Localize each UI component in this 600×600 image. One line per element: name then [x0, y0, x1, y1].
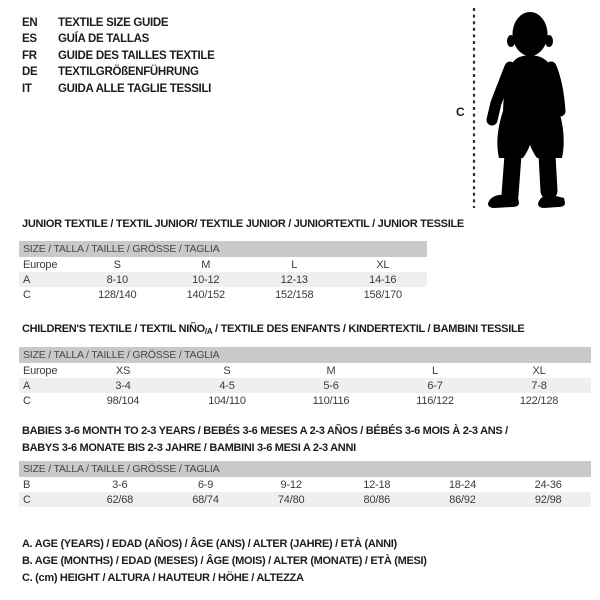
language-code: DE	[22, 66, 38, 79]
value-cell: 4-5	[219, 379, 235, 392]
row-label-cell: Europe	[23, 258, 58, 271]
table-row	[19, 272, 427, 287]
children-table	[19, 363, 591, 408]
height-marker-label: C	[456, 105, 465, 119]
table-row	[19, 257, 427, 272]
size-header-bar: SIZE / TALLA / TAILLE / GRÖSSE / TAGLIA	[19, 461, 591, 477]
junior-size-table	[19, 241, 427, 302]
value-cell: 140/152	[186, 288, 225, 301]
children-title-suffix: / TEXTILE DES ENFANTS / KINDERTEXTIL / BAMBINI TESSILE	[212, 323, 525, 335]
table-row	[19, 477, 591, 492]
babies-table-title	[22, 423, 508, 457]
value-cell: 74/80	[277, 493, 305, 506]
value-cell: 86/92	[449, 493, 476, 506]
language-title: TEXTILE SIZE GUIDE	[58, 17, 169, 29]
value-cell: 104/110	[208, 394, 246, 407]
value-cell: XS	[115, 364, 131, 377]
language-code: ES	[22, 33, 37, 46]
language-list	[22, 15, 215, 97]
babies-title-line2: BABYS 3-6 MONATE BIS 2-3 JAHRE / BAMBINI 3-6 MESI A 2-3 ANNI	[22, 442, 356, 454]
value-cell: 7-8	[531, 379, 547, 392]
value-cell: M	[201, 258, 211, 271]
value-cell: 10-12	[192, 273, 220, 286]
value-cell: 92/98	[534, 493, 562, 506]
value-cell: 68/74	[192, 493, 219, 506]
value-cell: 62/68	[106, 493, 134, 506]
legend-footnotes	[22, 536, 427, 588]
language-title: GUIDA ALLE TAGLIE TESSILI	[58, 82, 212, 95]
table-row	[19, 492, 591, 507]
value-cell: 80/86	[363, 493, 391, 506]
children-title-subscript: /A	[204, 327, 213, 336]
language-row	[22, 48, 215, 64]
size-header-bar: SIZE / TALLA / TAILLE / GRÖSSE / TAGLIA	[19, 241, 427, 257]
value-cell: S	[223, 364, 231, 377]
value-cell: 98/104	[106, 394, 140, 407]
value-cell: 128/140	[98, 288, 137, 301]
value-cell: 12-18	[363, 478, 391, 491]
value-cell: XL	[532, 364, 546, 377]
children-title-prefix: CHILDREN'S TEXTILE / TEXTIL NIÑO	[22, 323, 205, 335]
language-row	[22, 31, 215, 47]
footnote-age-months: B. AGE (MONTHS) / EDAD (MESES) / ÂGE (MOIS) / ALTER (MONATE) / ETÀ (MESI)	[22, 555, 427, 568]
language-code: FR	[22, 49, 37, 62]
row-label-cell: B	[23, 478, 31, 491]
babies-table	[19, 477, 591, 507]
value-cell: 6-9	[197, 478, 214, 491]
language-code: IT	[22, 82, 32, 95]
size-header-bar: SIZE / TALLA / TAILLE / GRÖSSE / TAGLIA	[19, 347, 591, 363]
row-label-cell: C	[23, 288, 31, 301]
value-cell: 5-6	[323, 379, 339, 392]
value-cell: 110/116	[312, 394, 350, 407]
row-label-cell: C	[23, 493, 31, 506]
language-title: GUIDE DES TAILLES TEXTILE	[58, 49, 215, 62]
children-size-table	[19, 347, 591, 408]
language-row	[22, 64, 215, 80]
value-cell: 24-36	[534, 478, 562, 491]
height-dashed-line	[472, 7, 476, 209]
table-row	[19, 378, 591, 393]
value-cell: 3-6	[112, 478, 128, 491]
row-label-cell: Europe	[23, 364, 58, 377]
language-code: EN	[22, 17, 38, 29]
value-cell: 6-7	[427, 379, 443, 392]
language-row	[22, 15, 215, 31]
language-title: GUÍA DE TALLAS	[58, 33, 149, 46]
value-cell: 158/170	[363, 288, 402, 301]
value-cell: 122/128	[519, 394, 559, 407]
junior-table	[19, 257, 427, 302]
footnote-height: C. (cm) HEIGHT / ALTURA / HAUTEUR / HÖHE / ALTEZZA	[22, 572, 304, 585]
value-cell: 152/158	[275, 288, 314, 301]
toddler-silhouette-icon	[482, 7, 578, 208]
value-cell: 9-12	[280, 478, 302, 491]
value-cell: 116/122	[416, 394, 454, 407]
value-cell: S	[113, 258, 121, 271]
value-cell: 12-13	[280, 273, 308, 286]
value-cell: 14-16	[369, 273, 397, 286]
value-cell: M	[326, 364, 336, 377]
row-label-cell: A	[23, 379, 31, 392]
value-cell: 18-24	[448, 478, 477, 491]
table-row	[19, 287, 427, 302]
value-cell: XL	[376, 258, 390, 271]
language-row	[22, 81, 215, 97]
footnote-age-years: A. AGE (YEARS) / EDAD (AÑOS) / ÂGE (ANS) / ALTER (JAHRE) / ETÀ (ANNI)	[22, 538, 397, 550]
table-row	[19, 393, 591, 408]
value-cell: 8-10	[106, 273, 128, 286]
table-row	[19, 363, 591, 378]
value-cell: L	[291, 258, 298, 271]
value-cell: L	[432, 364, 438, 377]
junior-table-title: JUNIOR TEXTILE / TEXTIL JUNIOR/ TEXTILE JUNIOR / JUNIORTEXTIL / JUNIOR TESSILE	[22, 218, 464, 230]
babies-title-line1: BABIES 3-6 MONTH TO 2-3 YEARS / BEBÉS 3-6 MESES A 2-3 AÑOS / BÉBÉS 3-6 MOIS À 2-3 ANS /	[22, 425, 508, 437]
value-cell: 3-4	[115, 379, 131, 392]
children-table-title	[22, 321, 524, 340]
language-title: TEXTILGRÖßENFÜHRUNG	[58, 66, 199, 79]
row-label-cell: C	[23, 394, 31, 407]
babies-size-table	[19, 461, 591, 507]
row-label-cell: A	[23, 273, 31, 286]
